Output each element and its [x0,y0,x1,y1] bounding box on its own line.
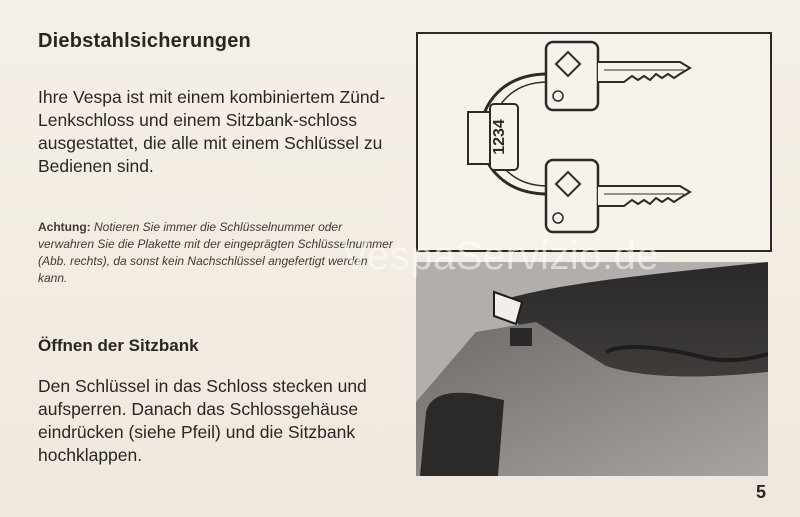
upper-key-blade [598,62,690,82]
warning-text: Notieren Sie immer die Schlüsselnummer oder verwahren Sie die Plakette mit der eingeprägten Schlüsselnummer (Abb. rechts), da sonst kein Nachschlüssel angefertigt werden kann. [38,220,393,285]
lower-key-blade [598,186,690,206]
warning-label: Achtung: [38,220,91,234]
open-seat-paragraph: Den Schlüssel in das Schloss stecken und aufsperren. Danach das Schlossgehäuse eindrücken (siehe Pfeil) und die Sitzbank hochklappen. [38,376,367,465]
keys-drawing [418,34,770,250]
taillight [420,393,504,476]
key-tag-number: 1234 [491,119,508,155]
lock-housing [510,328,532,346]
page-number: 5 [755,482,766,502]
section-title-open-seat: Öffnen der Sitzbank [38,336,199,355]
seat-lock-drawing [416,262,768,476]
key-tag [468,112,490,164]
seat-lock-photo [416,262,768,476]
watermark: VespaServizio.de [342,234,660,278]
keys-illustration [416,32,772,252]
anti-theft-paragraph: Ihre Vespa ist mit einem kombiniertem Zünd-Lenkschloss und einem Sitzbank-schloss ausgestattet, die alle mit einem Schlüssel zu Bedienen sind. [38,87,386,176]
section-title-anti-theft: Diebstahlsicherungen [38,30,251,52]
